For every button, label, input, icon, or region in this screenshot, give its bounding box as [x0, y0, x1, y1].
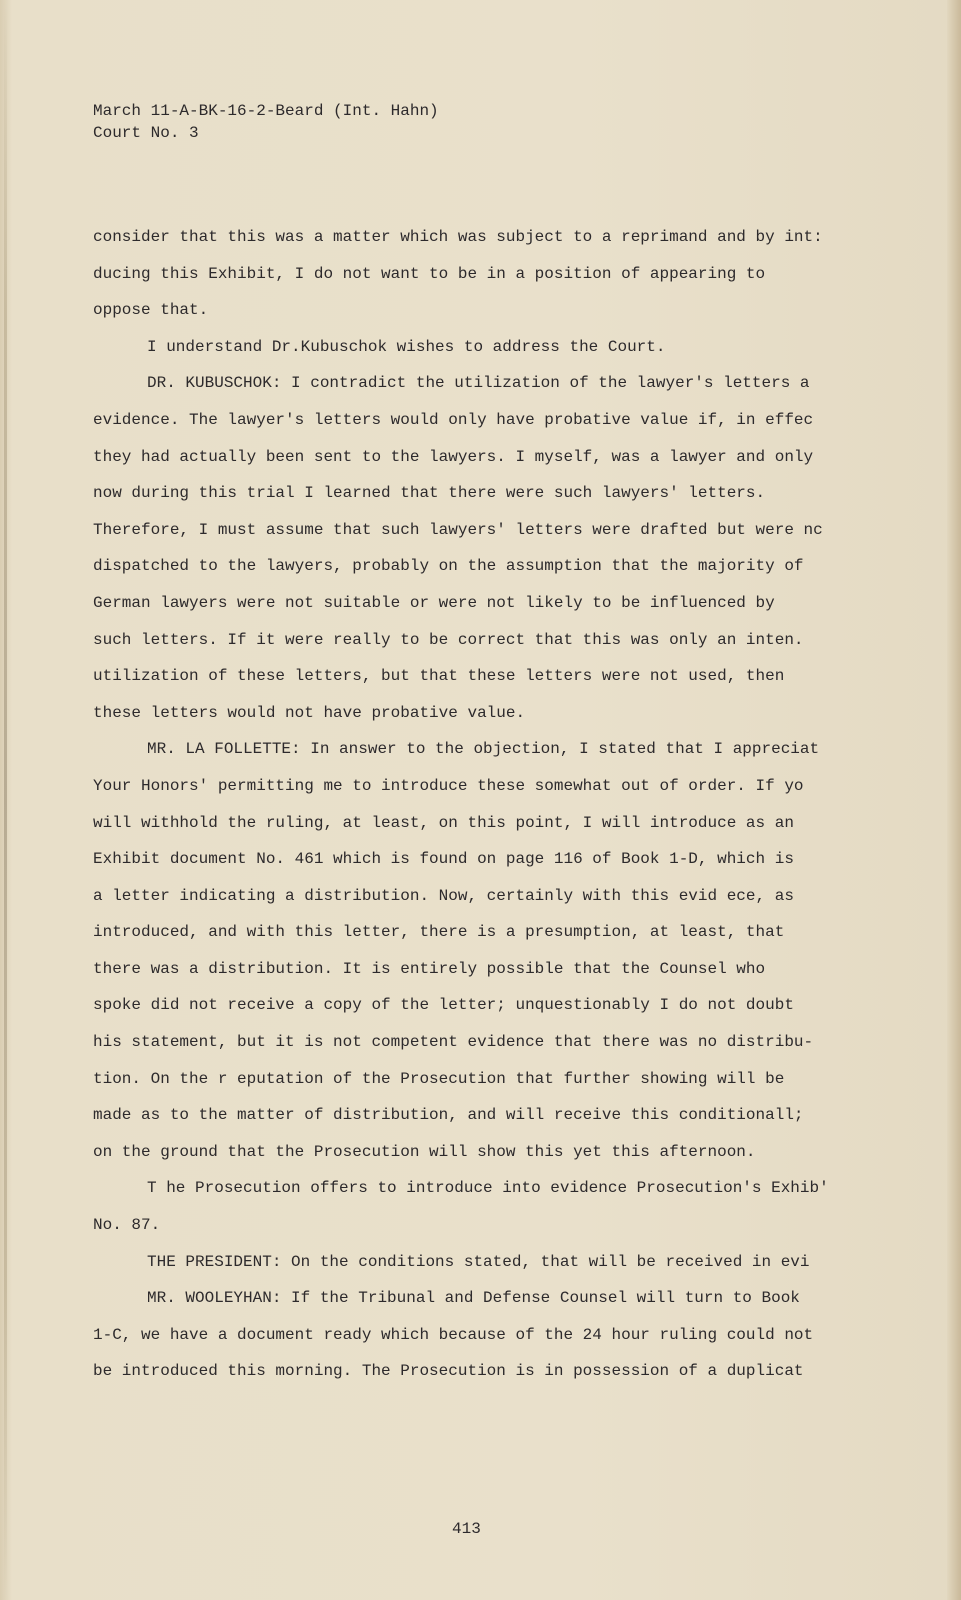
transcript-body: [93, 219, 953, 1390]
paper-edge-left: [4, 0, 7, 1600]
transcript-line: consider that this was a matter which was subject to a reprimand and by int:: [93, 228, 823, 246]
transcript-line: ducing this Exhibit, I do not want to be in a position of appearing to: [93, 264, 766, 283]
transcript-line: his statement, but it is not competent evidence that there was no distribu-: [93, 1033, 814, 1052]
transcript-line: a letter indicating a distribution. Now, certainly with this evid ece, as: [93, 886, 794, 905]
transcript-line: MR. WOOLEYHAN: If the Tribunal and Defense Counsel will turn to Book: [147, 1289, 800, 1308]
page-number: 413: [452, 1520, 481, 1538]
transcript-line: Therefore, I must assume that such lawyers' letters were drafted but were nc: [93, 520, 823, 539]
transcript-line: DR. KUBUSCHOK: I contradict the utilization of the lawyer's letters a: [147, 374, 810, 393]
transcript-line: on the ground that the Prosecution will show this yet this afternoon.: [93, 1142, 756, 1161]
transcript-line: No. 87.: [93, 1216, 161, 1235]
transcript-line: tion. On the r eputation of the Prosecution that further showing will be: [93, 1069, 785, 1088]
transcript-line: German lawyers were not suitable or were not likely to be influenced by: [93, 593, 775, 612]
transcript-line: T he Prosecution offers to introduce into evidence Prosecution's Exhib': [147, 1179, 829, 1198]
transcript-line: spoke did not receive a copy of the letter; unquestionably I do not doubt: [93, 996, 794, 1015]
transcript-line: they had actually been sent to the lawyers. I myself, was a lawyer and only: [93, 447, 814, 466]
transcript-line: MR. LA FOLLETTE: In answer to the objection, I stated that I appreciat: [147, 740, 820, 759]
transcript-line: such letters. If it were really to be correct that this was only an inten.: [93, 630, 804, 649]
transcript-line: there was a distribution. It is entirely possible that the Counsel who: [93, 959, 766, 978]
transcript-line: introduced, and with this letter, there is a presumption, at least, that: [93, 923, 785, 942]
transcript-line: I understand Dr.Kubuschok wishes to address the Court.: [147, 337, 666, 356]
transcript-line: dispatched to the lawyers, probably on the assumption that the majority of: [93, 557, 804, 576]
header-case-reference: March 11-A-BK-16-2-Beard (Int. Hahn): [93, 102, 439, 120]
transcript-line: now during this trial I learned that there were such lawyers' letters.: [93, 484, 766, 503]
transcript-line: Exhibit document No. 461 which is found on page 116 of Book 1-D, which is: [93, 850, 794, 869]
transcript-line: these letters would not have probative value.: [93, 703, 526, 722]
transcript-line: will withhold the ruling, at least, on this point, I will introduce as an: [93, 813, 794, 832]
transcript-line: oppose that.: [93, 301, 209, 320]
transcript-line: evidence. The lawyer's letters would only have probative value if, in effec: [93, 410, 814, 429]
document-header: [93, 100, 439, 144]
header-court-number: Court No. 3: [93, 124, 199, 142]
transcript-line: utilization of these letters, but that these letters were not used, then: [93, 667, 785, 686]
transcript-line: 1-C, we have a document ready which because of the 24 hour ruling could not: [93, 1325, 814, 1344]
transcript-line: made as to the matter of distribution, and will receive this conditionall;: [93, 1106, 804, 1125]
transcript-line: THE PRESIDENT: On the conditions stated, that will be received in evi: [147, 1252, 810, 1271]
transcript-line: Your Honors' permitting me to introduce these somewhat out of order. If yo: [93, 776, 804, 795]
transcript-line: be introduced this morning. The Prosecution is in possession of a duplicat: [93, 1362, 804, 1381]
